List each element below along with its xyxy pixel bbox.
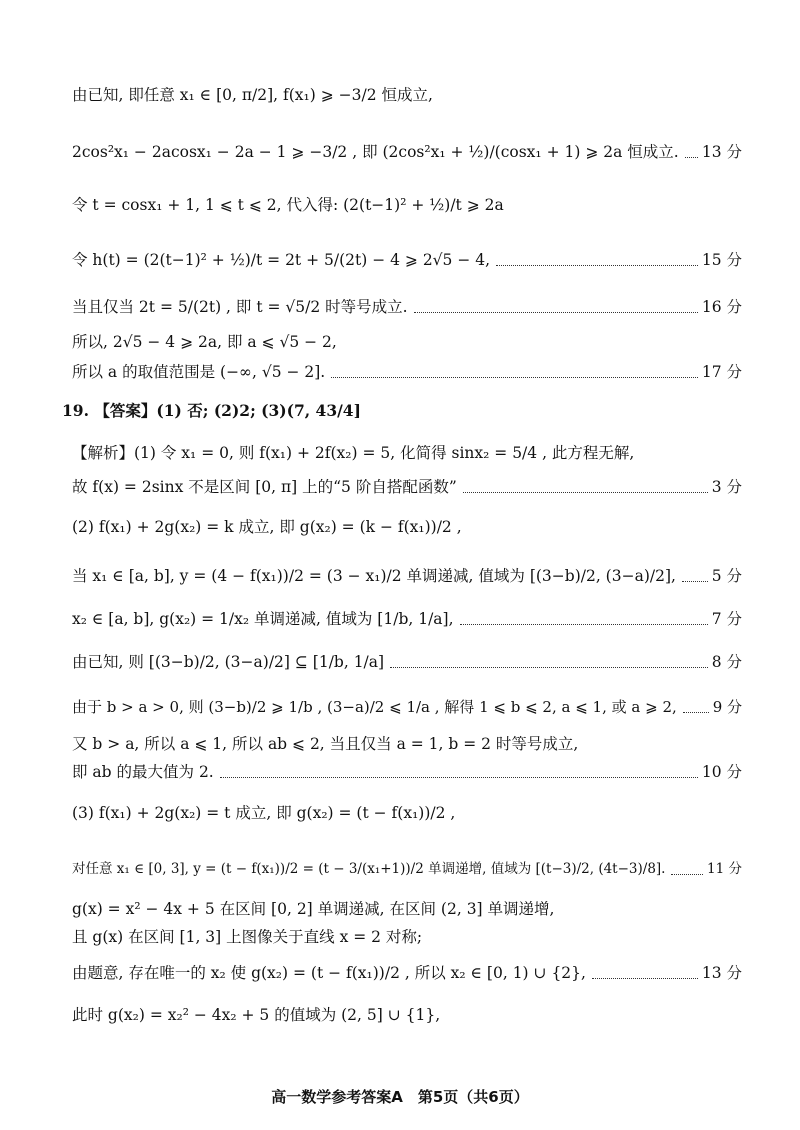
line-text: 又 b > a, 所以 a ⩽ 1, 所以 ab ⩽ 2, 当且仅当 a = 1, b = 2 时等号成立, — [72, 735, 579, 753]
dot-leader — [414, 311, 698, 313]
line-text: 即 ab 的最大值为 2. — [72, 763, 214, 781]
solution-line — [72, 898, 742, 920]
score-label: 13 分 — [701, 143, 742, 161]
solution-line — [72, 608, 742, 630]
dot-leader — [685, 156, 698, 158]
solution-line — [72, 733, 742, 755]
solution-line — [72, 858, 742, 880]
line-text: 由已知, 即任意 x₁ ∈ [0, π/2], f(x₁) ⩾ −3/2 恒成立, — [72, 86, 433, 104]
solution-line — [72, 249, 742, 271]
line-text: 对任意 x₁ ∈ [0, 3], y = (t − f(x₁))/2 = (t − 3/(x₁+1))/2 单调递增, 值域为 [(t−3)/2, (4t−3)/8]. — [72, 861, 666, 877]
line-text: 且 g(x) 在区间 [1, 3] 上图像关于直线 x = 2 对称; — [72, 928, 423, 946]
line-text: 当 x₁ ∈ [a, b], y = (4 − f(x₁))/2 = (3 − x₁)/2 单调递减, 值域为 [(3−b)/2, (3−a)/2], — [72, 567, 676, 585]
line-text: 由题意, 存在唯一的 x₂ 使 g(x₂) = (t − f(x₁))/2 , 所以 x₂ ∈ [0, 1) ∪ {2}, — [72, 964, 586, 982]
line-text: 19. 【答案】(1) 否; (2)2; (3)(7, 43/4] — [62, 401, 361, 420]
solution-line — [72, 442, 742, 464]
line-text: 所以 a 的取值范围是 (−∞, √5 − 2]. — [72, 363, 326, 381]
line-text: 【解析】(1) 令 x₁ = 0, 则 f(x₁) + 2f(x₂) = 5, 化简得 sinx₂ = 5/4 , 此方程无解, — [72, 444, 635, 462]
dot-leader — [496, 264, 698, 266]
line-text: 令 t = cosx₁ + 1, 1 ⩽ t ⩽ 2, 代入得: (2(t−1)² + ½)/t ⩾ 2a — [72, 196, 504, 214]
solution-line — [72, 331, 742, 353]
line-text: (3) f(x₁) + 2g(x₂) = t 成立, 即 g(x₂) = (t − f(x₁))/2 , — [72, 804, 456, 822]
score-label: 16 分 — [701, 298, 742, 316]
solution-line — [72, 84, 742, 106]
line-text: 故 f(x) = 2sinx 不是区间 [0, π] 上的“5 阶自搭配函数” — [72, 478, 457, 496]
line-text: x₂ ∈ [a, b], g(x₂) = 1/x₂ 单调递减, 值域为 [1/b, 1/a], — [72, 610, 454, 628]
dot-leader — [682, 580, 708, 582]
dot-leader — [683, 711, 709, 713]
score-label: 11 分 — [707, 861, 742, 877]
score-label: 15 分 — [701, 251, 742, 269]
solution-line — [72, 476, 742, 498]
solution-line — [72, 361, 742, 383]
score-label: 3 分 — [711, 478, 742, 496]
score-label: 9 分 — [712, 698, 742, 716]
line-text: 当且仅当 2t = 5/(2t) , 即 t = √5/2 时等号成立. — [72, 298, 408, 316]
line-text: 由已知, 则 [(3−b)/2, (3−a)/2] ⊆ [1/b, 1/a] — [72, 653, 385, 671]
solution-line — [72, 516, 742, 538]
solution-line — [72, 565, 742, 587]
dot-leader — [390, 666, 708, 668]
dot-leader — [671, 873, 703, 875]
solution-line — [72, 926, 742, 948]
line-text: 由于 b > a > 0, 则 (3−b)/2 ⩾ 1/b , (3−a)/2 ⩽ 1/a , 解得 1 ⩽ b ⩽ 2, a ⩽ 1, 或 a ⩾ 2, — [72, 698, 677, 716]
line-text: 所以, 2√5 − 4 ⩾ 2a, 即 a ⩽ √5 − 2, — [72, 333, 337, 351]
score-label: 17 分 — [701, 363, 742, 381]
solution-line — [72, 141, 742, 163]
solution-line — [72, 696, 742, 718]
score-label: 7 分 — [711, 610, 742, 628]
dot-leader — [331, 376, 698, 378]
solution-line — [72, 651, 742, 673]
solution-line — [72, 194, 742, 216]
dot-leader — [463, 491, 708, 493]
score-label: 10 分 — [701, 763, 742, 781]
score-label: 8 分 — [711, 653, 742, 671]
solution-line — [72, 296, 742, 318]
line-text: 令 h(t) = (2(t−1)² + ½)/t = 2t + 5/(2t) − 4 ⩾ 2√5 − 4, — [72, 251, 491, 269]
score-label: 5 分 — [711, 567, 742, 585]
dot-leader — [460, 623, 708, 625]
question-19-answer — [62, 400, 732, 422]
page-footer: 高一数学参考答案A 第5页（共6页） — [271, 1088, 529, 1106]
line-text: (2) f(x₁) + 2g(x₂) = k 成立, 即 g(x₂) = (k − f(x₁))/2 , — [72, 518, 462, 536]
dot-leader — [220, 776, 698, 778]
line-text: 此时 g(x₂) = x₂² − 4x₂ + 5 的值域为 (2, 5] ∪ {1}, — [72, 1006, 441, 1024]
score-label: 13 分 — [701, 964, 742, 982]
solution-line — [72, 962, 742, 984]
line-text: 2cos²x₁ − 2acosx₁ − 2a − 1 ⩾ −3/2 , 即 (2cos²x₁ + ½)/(cosx₁ + 1) ⩾ 2a 恒成立. — [72, 143, 679, 161]
solution-line — [72, 1004, 742, 1026]
solution-line — [72, 802, 742, 824]
dot-leader — [592, 977, 698, 979]
solution-line — [72, 761, 742, 783]
line-text: g(x) = x² − 4x + 5 在区间 [0, 2] 单调递减, 在区间 (2, 3] 单调递增, — [72, 900, 555, 918]
